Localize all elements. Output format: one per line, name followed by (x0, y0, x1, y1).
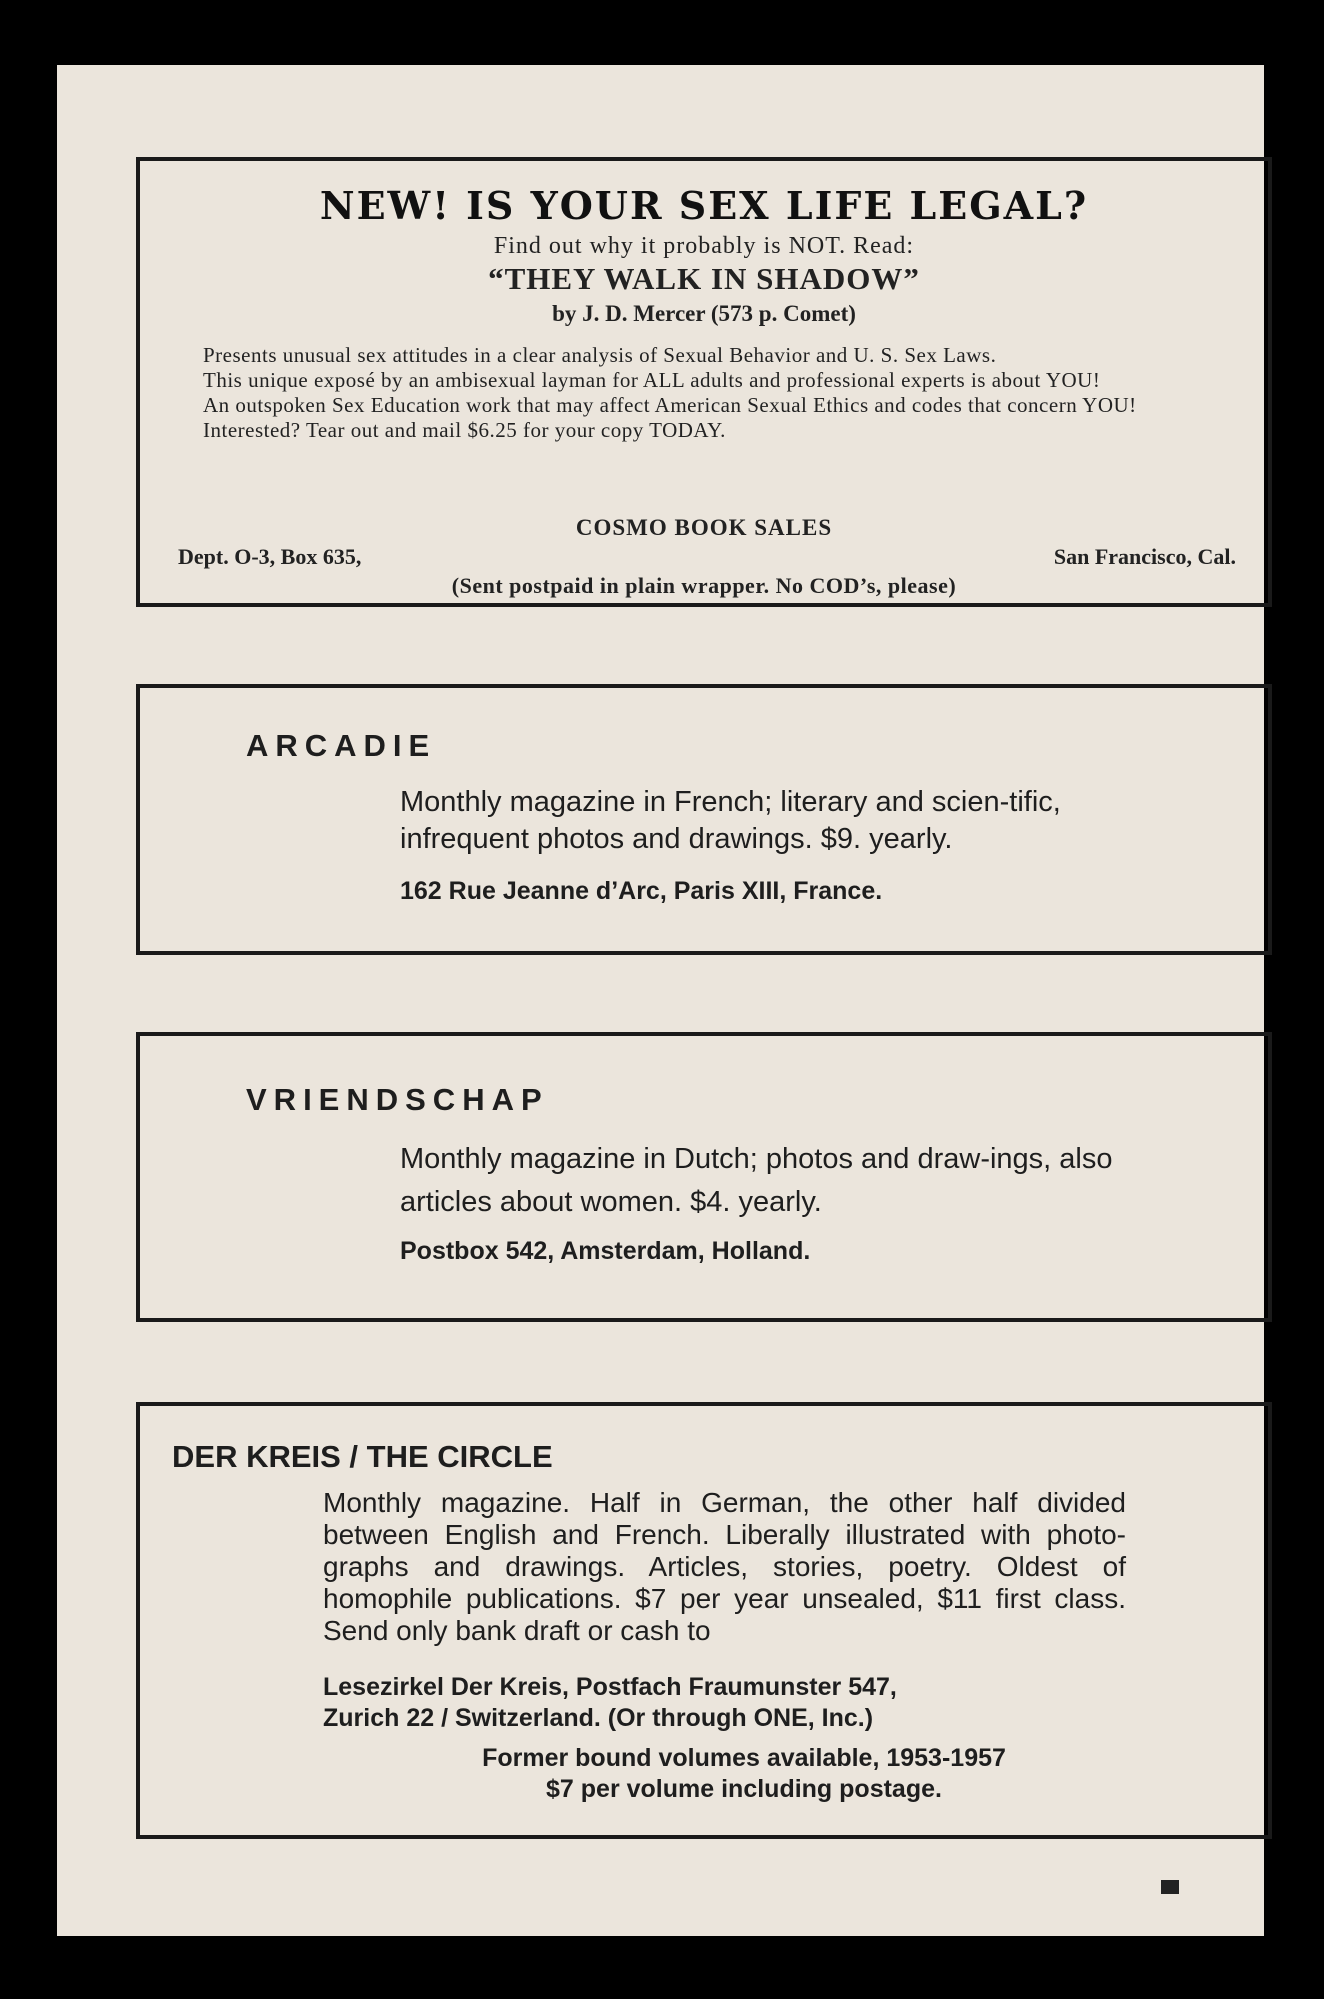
magazine-title: VRIENDSCHAP (246, 1082, 549, 1117)
company-name: COSMO BOOK SALES (575, 515, 833, 540)
magazine-title: DER KREIS / THE CIRCLE (172, 1439, 553, 1474)
ink-speck (1161, 1880, 1179, 1894)
document-page (57, 65, 1264, 1936)
ad-paragraph: Interested? Tear out and mail $6.25 for your copy TODAY. (203, 418, 726, 442)
ad-paragraph: This unique exposé by an ambisexual layman for ALL adults and professional experts is about YOU! (203, 368, 1101, 392)
magazine-description: Monthly magazine. Half in German, the other half divided between English and French. Liberally illustrated with photo-graphs and drawings. Articles, stories, poetry. Oldest of homophile publications. $7 per year unsealed, $11 first class. Send only bank draft or cash to (323, 1487, 1126, 1646)
back-issues-note: Former bound volumes available, 1953-1957 (482, 1744, 1006, 1772)
book-byline: by J. D. Mercer (573 p. Comet) (552, 301, 856, 326)
advertisement-der-kreis (136, 1402, 1272, 1839)
ad-paragraph: Presents unusual sex attitudes in a clear analysis of Sexual Behavior and U. S. Sex Laws. (203, 343, 997, 367)
back-issues-price: $7 per volume including postage. (546, 1775, 942, 1803)
magazine-address: Postbox 542, Amsterdam, Holland. (400, 1237, 811, 1265)
advertisement-arcadie (136, 684, 1272, 955)
magazine-address-line: Lesezirkel Der Kreis, Postfach Fraumunster 547, (323, 1673, 897, 1701)
magazine-description: Monthly magazine in French; literary and scien-tific, infrequent photos and drawings. $9. yearly. (400, 786, 1061, 855)
ad-subheadline: Find out why it probably is NOT. Read: (493, 233, 915, 259)
magazine-description: Monthly magazine in Dutch; photos and draw-ings, also articles about women. $4. yearly. (400, 1143, 1113, 1218)
company-address: Dept. O-3, Box 635, (178, 544, 362, 569)
ad-body (178, 343, 1236, 443)
shipping-note: (Sent postpaid in plain wrapper. No COD’s, please) (451, 573, 957, 598)
magazine-address: 162 Rue Jeanne d’Arc, Paris XIII, France. (400, 877, 883, 905)
book-title: “THEY WALK IN SHADOW” (488, 261, 920, 296)
magazine-title: ARCADIE (246, 728, 437, 763)
company-city: San Francisco, Cal. (1053, 544, 1236, 569)
advertisement-vriendschap (136, 1032, 1272, 1322)
ad-headline: NEW! IS YOUR SEX LIFE LEGAL? (319, 183, 1089, 228)
ad-paragraph: An outspoken Sex Education work that may affect American Sexual Ethics and codes that concern YOU! (203, 393, 1137, 417)
advertisement-they-walk-in-shadow (136, 157, 1272, 607)
magazine-address-line: Zurich 22 / Switzerland. (Or through ONE, Inc.) (323, 1704, 874, 1732)
